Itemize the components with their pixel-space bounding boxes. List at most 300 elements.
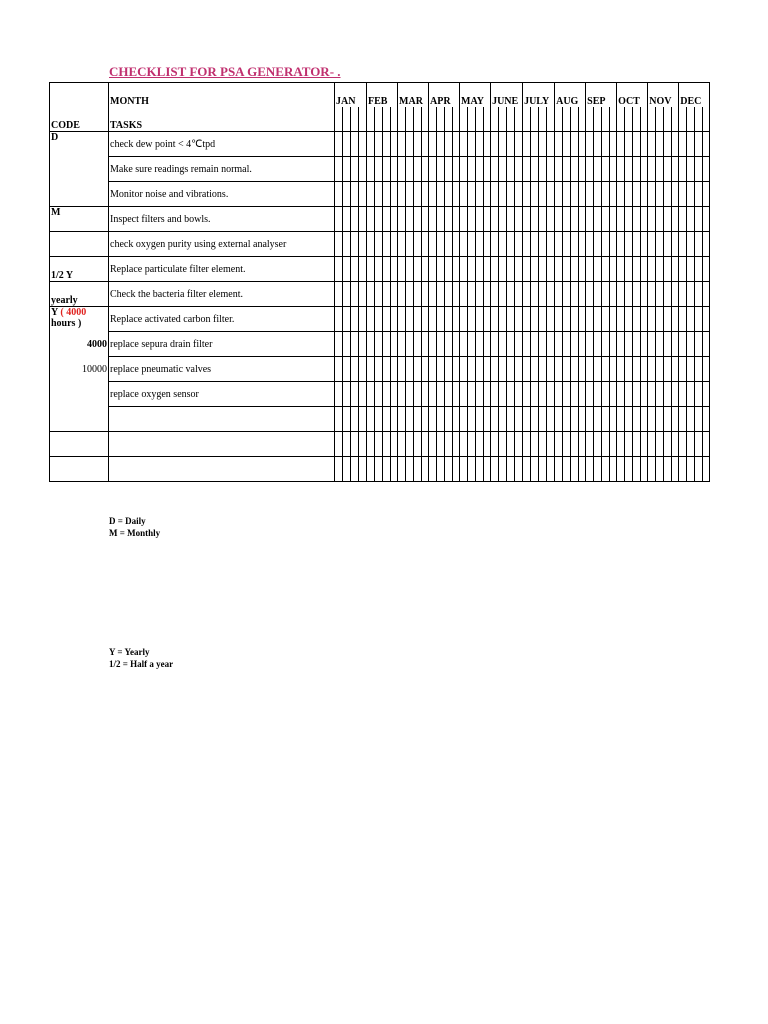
check-cell[interactable] — [476, 457, 484, 482]
check-cell[interactable] — [468, 132, 476, 157]
check-cell[interactable] — [445, 132, 453, 157]
check-cell[interactable] — [468, 307, 476, 332]
check-cell[interactable] — [422, 157, 429, 182]
check-cell[interactable] — [523, 382, 531, 407]
check-cell[interactable] — [491, 457, 499, 482]
check-cell[interactable] — [414, 307, 422, 332]
check-cell[interactable] — [491, 207, 499, 232]
check-cell[interactable] — [531, 157, 539, 182]
check-cell[interactable] — [351, 157, 359, 182]
check-cell[interactable] — [343, 432, 351, 457]
check-cell[interactable] — [515, 282, 523, 307]
check-cell[interactable] — [359, 107, 367, 132]
check-cell[interactable] — [594, 407, 602, 432]
check-cell[interactable] — [664, 207, 672, 232]
check-cell[interactable] — [351, 407, 359, 432]
check-cell[interactable] — [484, 182, 491, 207]
check-cell[interactable] — [367, 282, 375, 307]
check-cell[interactable] — [672, 282, 679, 307]
check-cell[interactable] — [351, 357, 359, 382]
check-cell[interactable] — [343, 182, 351, 207]
check-cell[interactable] — [602, 407, 610, 432]
check-cell[interactable] — [468, 382, 476, 407]
check-cell[interactable] — [610, 282, 617, 307]
check-cell[interactable] — [359, 432, 367, 457]
check-cell[interactable] — [531, 432, 539, 457]
check-cell[interactable] — [453, 107, 460, 132]
check-cell[interactable] — [539, 382, 547, 407]
check-cell[interactable] — [531, 307, 539, 332]
check-cell[interactable] — [563, 382, 571, 407]
check-cell[interactable] — [515, 132, 523, 157]
check-cell[interactable] — [343, 282, 351, 307]
check-cell[interactable] — [359, 282, 367, 307]
check-cell[interactable] — [507, 182, 515, 207]
check-cell[interactable] — [555, 332, 563, 357]
check-cell[interactable] — [523, 457, 531, 482]
check-cell[interactable] — [586, 157, 594, 182]
check-cell[interactable] — [617, 382, 625, 407]
check-cell[interactable] — [695, 432, 703, 457]
check-cell[interactable] — [571, 182, 579, 207]
check-cell[interactable] — [641, 207, 648, 232]
check-cell[interactable] — [375, 407, 383, 432]
check-cell[interactable] — [391, 232, 398, 257]
check-cell[interactable] — [375, 257, 383, 282]
check-cell[interactable] — [531, 382, 539, 407]
check-cell[interactable] — [672, 307, 679, 332]
check-cell[interactable] — [679, 257, 687, 282]
check-cell[interactable] — [507, 457, 515, 482]
check-cell[interactable] — [414, 207, 422, 232]
check-cell[interactable] — [523, 182, 531, 207]
check-cell[interactable] — [656, 207, 664, 232]
check-cell[interactable] — [391, 282, 398, 307]
check-cell[interactable] — [335, 332, 343, 357]
check-cell[interactable] — [499, 457, 507, 482]
check-cell[interactable] — [648, 332, 656, 357]
check-cell[interactable] — [625, 132, 633, 157]
check-cell[interactable] — [579, 182, 586, 207]
check-cell[interactable] — [445, 407, 453, 432]
check-cell[interactable] — [703, 407, 710, 432]
check-cell[interactable] — [343, 232, 351, 257]
check-cell[interactable] — [602, 357, 610, 382]
check-cell[interactable] — [586, 407, 594, 432]
check-cell[interactable] — [351, 282, 359, 307]
check-cell[interactable] — [547, 232, 555, 257]
check-cell[interactable] — [672, 357, 679, 382]
check-cell[interactable] — [383, 207, 391, 232]
check-cell[interactable] — [437, 382, 445, 407]
check-cell[interactable] — [648, 257, 656, 282]
check-cell[interactable] — [679, 332, 687, 357]
check-cell[interactable] — [507, 232, 515, 257]
check-cell[interactable] — [391, 107, 398, 132]
check-cell[interactable] — [453, 432, 460, 457]
check-cell[interactable] — [547, 457, 555, 482]
check-cell[interactable] — [429, 232, 437, 257]
check-cell[interactable] — [672, 407, 679, 432]
check-cell[interactable] — [343, 307, 351, 332]
check-cell[interactable] — [429, 207, 437, 232]
check-cell[interactable] — [406, 157, 414, 182]
check-cell[interactable] — [499, 382, 507, 407]
check-cell[interactable] — [617, 182, 625, 207]
check-cell[interactable] — [422, 407, 429, 432]
check-cell[interactable] — [602, 182, 610, 207]
check-cell[interactable] — [476, 182, 484, 207]
check-cell[interactable] — [484, 457, 491, 482]
check-cell[interactable] — [515, 432, 523, 457]
check-cell[interactable] — [672, 257, 679, 282]
check-cell[interactable] — [610, 257, 617, 282]
check-cell[interactable] — [343, 107, 351, 132]
check-cell[interactable] — [499, 257, 507, 282]
check-cell[interactable] — [484, 382, 491, 407]
check-cell[interactable] — [453, 357, 460, 382]
check-cell[interactable] — [406, 457, 414, 482]
check-cell[interactable] — [664, 157, 672, 182]
check-cell[interactable] — [476, 432, 484, 457]
check-cell[interactable] — [491, 182, 499, 207]
check-cell[interactable] — [391, 382, 398, 407]
check-cell[interactable] — [335, 382, 343, 407]
check-cell[interactable] — [633, 357, 641, 382]
check-cell[interactable] — [476, 157, 484, 182]
check-cell[interactable] — [656, 132, 664, 157]
check-cell[interactable] — [507, 332, 515, 357]
check-cell[interactable] — [367, 432, 375, 457]
check-cell[interactable] — [414, 432, 422, 457]
check-cell[interactable] — [523, 407, 531, 432]
check-cell[interactable] — [460, 132, 468, 157]
check-cell[interactable] — [594, 282, 602, 307]
check-cell[interactable] — [687, 107, 695, 132]
check-cell[interactable] — [687, 332, 695, 357]
check-cell[interactable] — [460, 182, 468, 207]
check-cell[interactable] — [695, 307, 703, 332]
check-cell[interactable] — [594, 182, 602, 207]
check-cell[interactable] — [531, 282, 539, 307]
check-cell[interactable] — [422, 257, 429, 282]
check-cell[interactable] — [687, 257, 695, 282]
check-cell[interactable] — [343, 132, 351, 157]
check-cell[interactable] — [351, 232, 359, 257]
check-cell[interactable] — [375, 432, 383, 457]
check-cell[interactable] — [437, 332, 445, 357]
check-cell[interactable] — [563, 407, 571, 432]
check-cell[interactable] — [563, 157, 571, 182]
check-cell[interactable] — [633, 157, 641, 182]
check-cell[interactable] — [625, 207, 633, 232]
check-cell[interactable] — [468, 182, 476, 207]
check-cell[interactable] — [515, 182, 523, 207]
check-cell[interactable] — [641, 407, 648, 432]
check-cell[interactable] — [515, 257, 523, 282]
check-cell[interactable] — [555, 207, 563, 232]
check-cell[interactable] — [414, 332, 422, 357]
check-cell[interactable] — [664, 457, 672, 482]
check-cell[interactable] — [484, 157, 491, 182]
check-cell[interactable] — [617, 307, 625, 332]
check-cell[interactable] — [641, 157, 648, 182]
check-cell[interactable] — [610, 407, 617, 432]
check-cell[interactable] — [633, 282, 641, 307]
check-cell[interactable] — [398, 232, 406, 257]
check-cell[interactable] — [383, 157, 391, 182]
check-cell[interactable] — [664, 282, 672, 307]
check-cell[interactable] — [460, 332, 468, 357]
check-cell[interactable] — [641, 232, 648, 257]
check-cell[interactable] — [391, 432, 398, 457]
check-cell[interactable] — [484, 207, 491, 232]
check-cell[interactable] — [453, 282, 460, 307]
check-cell[interactable] — [383, 107, 391, 132]
check-cell[interactable] — [687, 182, 695, 207]
check-cell[interactable] — [563, 457, 571, 482]
check-cell[interactable] — [406, 232, 414, 257]
check-cell[interactable] — [523, 432, 531, 457]
check-cell[interactable] — [539, 107, 547, 132]
check-cell[interactable] — [351, 107, 359, 132]
check-cell[interactable] — [375, 232, 383, 257]
check-cell[interactable] — [484, 307, 491, 332]
check-cell[interactable] — [515, 382, 523, 407]
check-cell[interactable] — [367, 157, 375, 182]
check-cell[interactable] — [679, 307, 687, 332]
check-cell[interactable] — [594, 232, 602, 257]
check-cell[interactable] — [539, 432, 547, 457]
check-cell[interactable] — [579, 232, 586, 257]
check-cell[interactable] — [398, 132, 406, 157]
check-cell[interactable] — [359, 157, 367, 182]
check-cell[interactable] — [687, 457, 695, 482]
check-cell[interactable] — [531, 107, 539, 132]
check-cell[interactable] — [695, 382, 703, 407]
check-cell[interactable] — [523, 107, 531, 132]
check-cell[interactable] — [633, 457, 641, 482]
check-cell[interactable] — [641, 182, 648, 207]
check-cell[interactable] — [445, 357, 453, 382]
check-cell[interactable] — [453, 307, 460, 332]
check-cell[interactable] — [437, 207, 445, 232]
check-cell[interactable] — [375, 132, 383, 157]
check-cell[interactable] — [695, 207, 703, 232]
check-cell[interactable] — [429, 407, 437, 432]
check-cell[interactable] — [468, 107, 476, 132]
check-cell[interactable] — [563, 207, 571, 232]
check-cell[interactable] — [547, 207, 555, 232]
check-cell[interactable] — [641, 457, 648, 482]
check-cell[interactable] — [664, 307, 672, 332]
check-cell[interactable] — [695, 407, 703, 432]
check-cell[interactable] — [406, 307, 414, 332]
check-cell[interactable] — [468, 282, 476, 307]
check-cell[interactable] — [672, 232, 679, 257]
check-cell[interactable] — [437, 457, 445, 482]
check-cell[interactable] — [429, 107, 437, 132]
check-cell[interactable] — [617, 407, 625, 432]
check-cell[interactable] — [468, 407, 476, 432]
check-cell[interactable] — [422, 207, 429, 232]
check-cell[interactable] — [664, 432, 672, 457]
check-cell[interactable] — [703, 382, 710, 407]
check-cell[interactable] — [383, 257, 391, 282]
check-cell[interactable] — [695, 107, 703, 132]
check-cell[interactable] — [687, 282, 695, 307]
check-cell[interactable] — [579, 132, 586, 157]
check-cell[interactable] — [633, 257, 641, 282]
check-cell[interactable] — [453, 382, 460, 407]
check-cell[interactable] — [468, 332, 476, 357]
check-cell[interactable] — [695, 457, 703, 482]
check-cell[interactable] — [571, 157, 579, 182]
check-cell[interactable] — [641, 332, 648, 357]
check-cell[interactable] — [499, 282, 507, 307]
check-cell[interactable] — [656, 357, 664, 382]
check-cell[interactable] — [656, 382, 664, 407]
check-cell[interactable] — [625, 382, 633, 407]
check-cell[interactable] — [499, 207, 507, 232]
check-cell[interactable] — [476, 107, 484, 132]
check-cell[interactable] — [507, 407, 515, 432]
check-cell[interactable] — [422, 282, 429, 307]
check-cell[interactable] — [641, 307, 648, 332]
check-cell[interactable] — [335, 207, 343, 232]
check-cell[interactable] — [571, 207, 579, 232]
check-cell[interactable] — [437, 232, 445, 257]
check-cell[interactable] — [586, 382, 594, 407]
check-cell[interactable] — [617, 432, 625, 457]
check-cell[interactable] — [633, 432, 641, 457]
check-cell[interactable] — [602, 432, 610, 457]
check-cell[interactable] — [484, 332, 491, 357]
check-cell[interactable] — [335, 457, 343, 482]
check-cell[interactable] — [367, 132, 375, 157]
check-cell[interactable] — [664, 257, 672, 282]
check-cell[interactable] — [391, 207, 398, 232]
check-cell[interactable] — [687, 157, 695, 182]
check-cell[interactable] — [367, 357, 375, 382]
check-cell[interactable] — [539, 157, 547, 182]
check-cell[interactable] — [391, 157, 398, 182]
check-cell[interactable] — [641, 432, 648, 457]
check-cell[interactable] — [633, 232, 641, 257]
check-cell[interactable] — [406, 107, 414, 132]
check-cell[interactable] — [499, 357, 507, 382]
check-cell[interactable] — [414, 157, 422, 182]
check-cell[interactable] — [594, 432, 602, 457]
check-cell[interactable] — [703, 432, 710, 457]
check-cell[interactable] — [555, 107, 563, 132]
check-cell[interactable] — [679, 357, 687, 382]
check-cell[interactable] — [610, 157, 617, 182]
check-cell[interactable] — [656, 432, 664, 457]
check-cell[interactable] — [468, 232, 476, 257]
check-cell[interactable] — [453, 257, 460, 282]
check-cell[interactable] — [351, 332, 359, 357]
check-cell[interactable] — [351, 382, 359, 407]
check-cell[interactable] — [586, 182, 594, 207]
check-cell[interactable] — [586, 207, 594, 232]
check-cell[interactable] — [617, 457, 625, 482]
check-cell[interactable] — [594, 132, 602, 157]
check-cell[interactable] — [437, 307, 445, 332]
check-cell[interactable] — [484, 232, 491, 257]
check-cell[interactable] — [571, 457, 579, 482]
check-cell[interactable] — [633, 382, 641, 407]
check-cell[interactable] — [555, 407, 563, 432]
check-cell[interactable] — [703, 282, 710, 307]
check-cell[interactable] — [547, 132, 555, 157]
check-cell[interactable] — [531, 132, 539, 157]
check-cell[interactable] — [445, 332, 453, 357]
check-cell[interactable] — [335, 432, 343, 457]
check-cell[interactable] — [539, 207, 547, 232]
check-cell[interactable] — [383, 282, 391, 307]
check-cell[interactable] — [539, 457, 547, 482]
check-cell[interactable] — [687, 232, 695, 257]
check-cell[interactable] — [476, 257, 484, 282]
check-cell[interactable] — [539, 407, 547, 432]
check-cell[interactable] — [664, 382, 672, 407]
check-cell[interactable] — [507, 357, 515, 382]
check-cell[interactable] — [406, 207, 414, 232]
check-cell[interactable] — [414, 107, 422, 132]
check-cell[interactable] — [672, 132, 679, 157]
check-cell[interactable] — [539, 357, 547, 382]
check-cell[interactable] — [383, 407, 391, 432]
check-cell[interactable] — [555, 232, 563, 257]
check-cell[interactable] — [429, 457, 437, 482]
check-cell[interactable] — [672, 157, 679, 182]
check-cell[interactable] — [375, 332, 383, 357]
check-cell[interactable] — [579, 107, 586, 132]
check-cell[interactable] — [437, 432, 445, 457]
check-cell[interactable] — [383, 457, 391, 482]
check-cell[interactable] — [375, 107, 383, 132]
check-cell[interactable] — [460, 257, 468, 282]
check-cell[interactable] — [703, 257, 710, 282]
check-cell[interactable] — [555, 182, 563, 207]
check-cell[interactable] — [398, 207, 406, 232]
check-cell[interactable] — [579, 407, 586, 432]
check-cell[interactable] — [453, 332, 460, 357]
check-cell[interactable] — [648, 182, 656, 207]
check-cell[interactable] — [398, 107, 406, 132]
check-cell[interactable] — [531, 207, 539, 232]
check-cell[interactable] — [414, 257, 422, 282]
check-cell[interactable] — [571, 282, 579, 307]
check-cell[interactable] — [391, 307, 398, 332]
check-cell[interactable] — [422, 432, 429, 457]
check-cell[interactable] — [429, 257, 437, 282]
check-cell[interactable] — [547, 107, 555, 132]
check-cell[interactable] — [476, 232, 484, 257]
check-cell[interactable] — [468, 432, 476, 457]
check-cell[interactable] — [491, 257, 499, 282]
check-cell[interactable] — [406, 432, 414, 457]
check-cell[interactable] — [422, 182, 429, 207]
check-cell[interactable] — [571, 257, 579, 282]
check-cell[interactable] — [460, 407, 468, 432]
check-cell[interactable] — [579, 382, 586, 407]
check-cell[interactable] — [499, 307, 507, 332]
check-cell[interactable] — [679, 207, 687, 232]
check-cell[interactable] — [555, 382, 563, 407]
check-cell[interactable] — [625, 457, 633, 482]
